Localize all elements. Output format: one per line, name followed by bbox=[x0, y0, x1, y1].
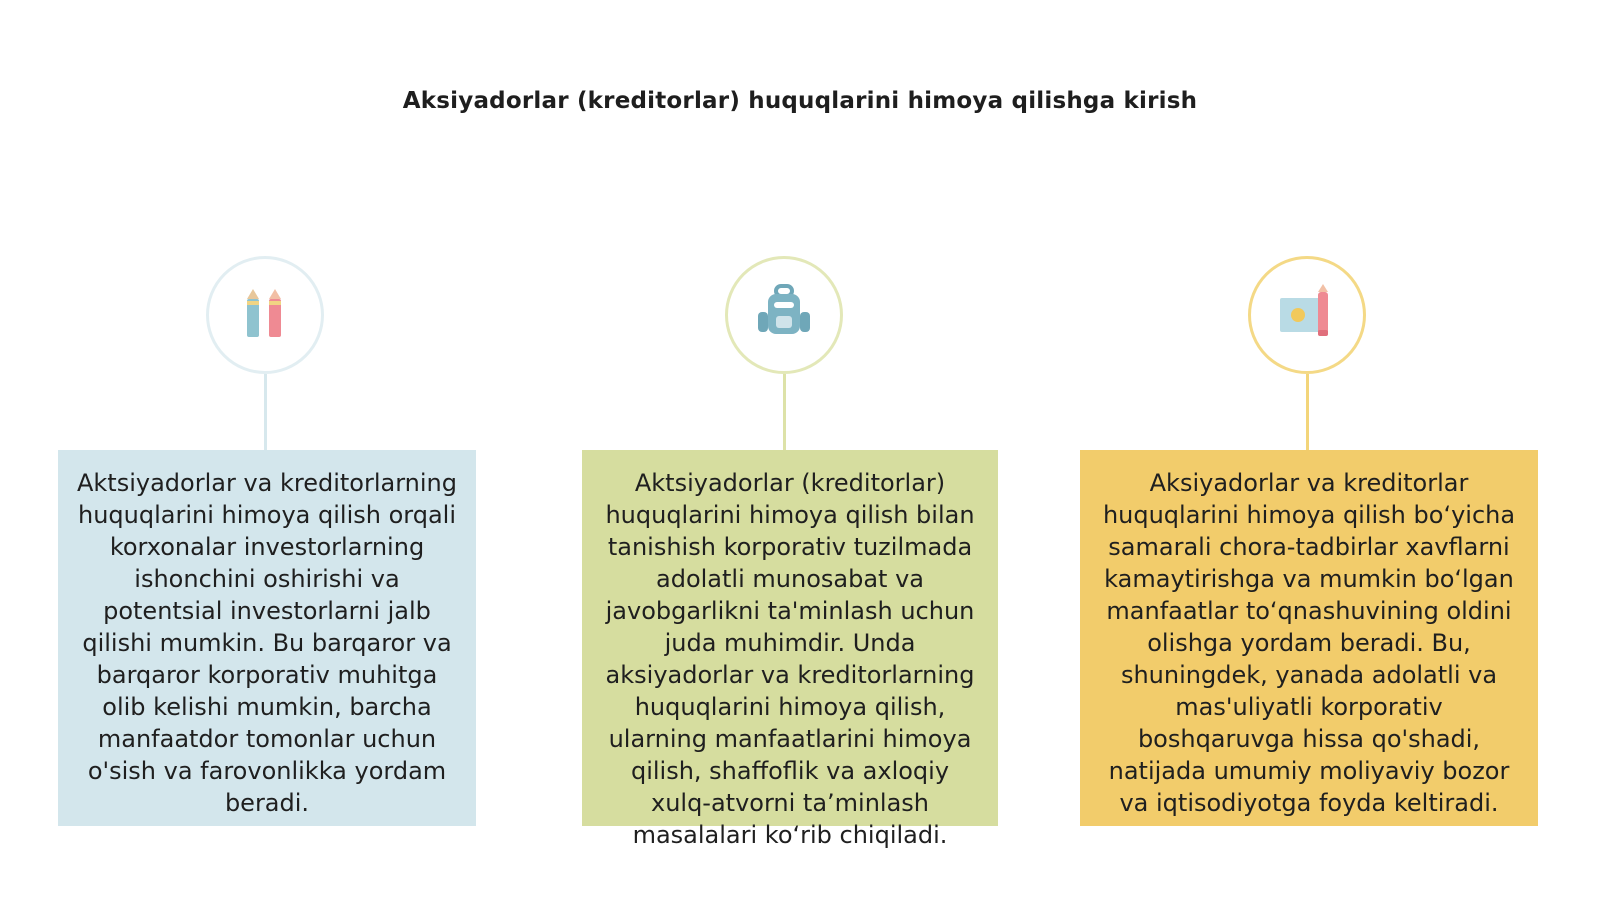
drawing-pencil-icon bbox=[1276, 282, 1338, 348]
icon-circle-3 bbox=[1248, 256, 1366, 374]
connector-line-1 bbox=[264, 374, 267, 450]
icon-circle-2 bbox=[725, 256, 843, 374]
backpack-icon bbox=[754, 282, 814, 348]
icon-circle-1 bbox=[206, 256, 324, 374]
connector-line-2 bbox=[783, 374, 786, 450]
slide-title: Aksiyadorlar (kreditorlar) huquqlarini himoya qilishga kirish bbox=[402, 88, 1198, 114]
card-text-1: Aktsiyadorlar va kreditorlarning huquqlarini himoya qilish orqali korxonalar investorlarning ishonchini oshirishi va potentsial investorlarni jalb qilishi mumkin. Bu barqaror va barqaror korporativ muhitga olib kelishi mumkin, barcha manfaatdor tomonlar uchun o'sish va farovonlikka yordam beradi. bbox=[76, 469, 457, 817]
card-text-2: Aktsiyadorlar (kreditorlar) huquqlarini himoya qilish bilan tanishish korporativ tuzilmada adolatli munosabat va javobgarlikni ta'minlash uchun juda muhimdir. Unda aksiyadorlar va kreditorlarning huquqlarini himoya qilish, ularning manfaatlarini himoya qilish, shaffoflik va axloqiy xulq-atvorni ta’minlash masalalari ko‘rib chiqiladi. bbox=[605, 469, 975, 849]
connector-line-3 bbox=[1306, 374, 1309, 450]
card-text-3: Aksiyadorlar va kreditorlar huquqlarini himoya qilish bo‘yicha samarali chora-tadbirlar xavflarni kamaytirishga va mumkin bo‘lgan manfaatlar to‘qnashuvining oldini olishga yordam beradi. Bu, shuningdek, yanada adolatli va mas'uliyatli korporativ boshqaruvga hissa qo'shadi, natijada umumiy moliyaviy bozor va iqtisodiyotga foyda keltiradi. bbox=[1102, 469, 1516, 817]
pencils-icon bbox=[237, 281, 293, 349]
